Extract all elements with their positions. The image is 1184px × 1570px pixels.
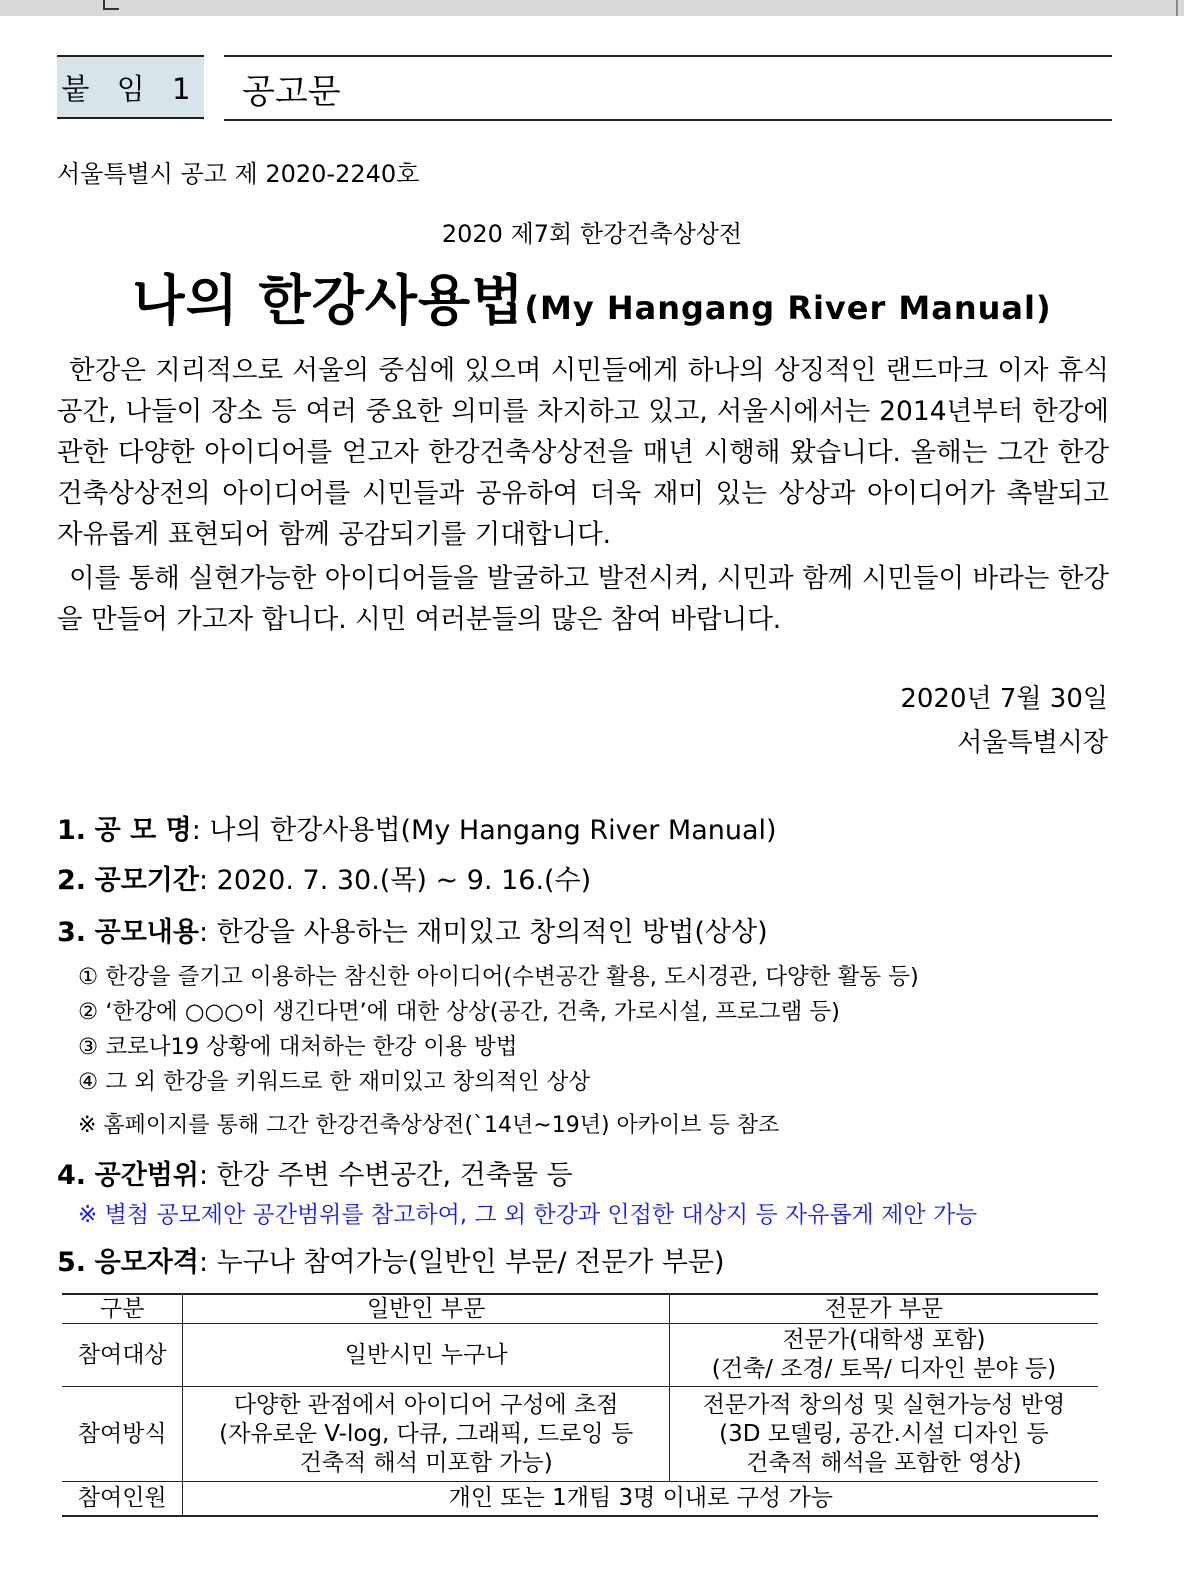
row-label-people: 참여인원: [62, 1482, 183, 1517]
content-subitem: ① 한강을 즐기고 이용하는 참신한 아이디어(수변공간 활용, 도시경관, 다양한 활동 등): [78, 964, 919, 990]
target-general: 일반시민 누구나: [183, 1324, 669, 1387]
event-title-en: (My Hangang River Manual): [524, 289, 1052, 327]
method-expert-line: 전문가적 창의성 및 실현가능성 반영: [702, 1391, 1066, 1418]
intro-paragraph-2: 이를 통해 실현가능한 아이디어들을 발굴하고 발전시켜, 시민과 함께 시민들이 바라는 한강을 만들어 가고자 합니다. 시민 여러분들의 많은 참여 바랍니다.: [57, 563, 1109, 635]
doc-title: 공고문: [224, 55, 1112, 121]
item-name: [57, 808, 777, 847]
method-expert-line: (3D 모델링, 공간.시설 디자인 등: [719, 1420, 1049, 1447]
target-expert-line: 전문가(대학생 포함): [782, 1327, 986, 1353]
table-row: [62, 1324, 1098, 1387]
item-scope: [57, 1153, 573, 1192]
row-label-target: 참여대상: [62, 1324, 183, 1387]
item-name-num: 1.: [57, 815, 87, 846]
table-header-row: [62, 1294, 1098, 1324]
top-bar: [0, 0, 1184, 16]
target-expert: [669, 1324, 1098, 1387]
header-general: 일반인 부문: [183, 1294, 669, 1324]
item-eligibility-label: 응모자격: [94, 1247, 199, 1278]
row-label-method: 참여방식: [62, 1387, 183, 1482]
archive-reference-note: ※ 홈페이지를 통해 그간 한강건축상상전(`14년~19년) 아카이브 등 참조: [78, 1113, 780, 1138]
item-eligibility-num: 5.: [57, 1247, 87, 1278]
method-general-line: 다양한 관점에서 아이디어 구성에 초점: [233, 1391, 619, 1418]
event-subtitle: [0, 214, 1184, 249]
notice-date: 2020년 7월 30일: [900, 684, 1108, 714]
item-eligibility: [57, 1240, 725, 1279]
header-category: 구분: [62, 1294, 183, 1324]
item-period: [57, 858, 591, 897]
item-scope-value: : 한강 주변 수변공간, 건축물 등: [198, 1160, 573, 1191]
content-subitem: ② ‘한강에 ○○○이 생긴다면’에 대한 상상(공간, 건축, 가로시설, 프로그램 등): [78, 999, 840, 1025]
item-period-num: 2.: [57, 865, 87, 896]
event-title-ko: 나의 한강사용법: [132, 269, 525, 332]
content-subitem: ③ 코로나19 상황에 대처하는 한강 이용 방법: [78, 1034, 518, 1060]
method-general-line: (자유로운 V-log, 다큐, 그래픽, 드로잉 등: [219, 1420, 634, 1447]
item-name-label: 공 모 명: [94, 815, 192, 846]
table-row: [62, 1482, 1098, 1517]
notice-number: 서울특별시 공고 제 2020-2240호: [57, 160, 420, 188]
item-content: [57, 910, 768, 949]
method-expert-line: 건축적 해석을 포함한 영상): [746, 1449, 1022, 1476]
content-subitem: ④ 그 외 한강을 키워드로 한 재미있고 창의적인 상상: [78, 1069, 591, 1095]
method-general-line: 건축적 해석 미포함 가능): [299, 1449, 553, 1476]
event-subtitle-text: 2020 제7회 한강건축상상전: [441, 220, 743, 248]
attachment-label: 붙 임 1: [57, 55, 204, 119]
item-period-label: 공모기간: [94, 865, 199, 896]
item-scope-num: 4.: [57, 1160, 87, 1191]
scope-note: ※ 별첨 공모제안 공간범위를 참고하여, 그 외 한강과 인접한 대상지 등 자유롭게 제안 가능: [78, 1202, 978, 1228]
intro-paragraph-1: 한강은 지리적으로 서울의 중심에 있으며 시민들에게 하나의 상징적인 랜드마크 이자 휴식공간, 나들이 장소 등 여러 중요한 의미를 차지하고 있고, 서울시에서는 2014년부터 한강에 관한 다양한 아이디어를 얻고자 한강건축상상전을 매년 시행해 왔습니다. 올해는 그간 한강건축상상전의 아이디어를 시민들과 공유하여 더욱 재미 있는 상상과 아이디어가 촉발되고 자유롭게 표현되어 함께 공감되기를 기대합니다.: [57, 355, 1109, 550]
item-name-value: : 나의 한강사용법(My Hangang River Manual): [191, 815, 777, 846]
item-content-value: : 한강을 사용하는 재미있고 창의적인 방법(상상): [198, 917, 768, 948]
target-expert-line: (건축/ 조경/ 토목/ 디자인 분야 등): [711, 1356, 1057, 1382]
item-scope-label: 공간범위: [94, 1160, 199, 1191]
method-general: [183, 1387, 669, 1482]
header-expert: 전문가 부문: [669, 1294, 1098, 1324]
issuer: 서울특별시장: [957, 728, 1108, 758]
eligibility-table: [62, 1293, 1098, 1517]
table-row: [62, 1387, 1098, 1482]
method-expert: [669, 1387, 1098, 1482]
item-period-value: : 2020. 7. 30.(목) ~ 9. 16.(수): [198, 865, 592, 896]
item-eligibility-value: : 누구나 참여가능(일반인 부문/ 전문가 부문): [198, 1247, 725, 1278]
people-value: 개인 또는 1개팀 3명 이내로 구성 가능: [183, 1482, 1098, 1517]
top-bar-edge: [1176, 0, 1178, 16]
item-content-num: 3.: [57, 917, 87, 948]
event-title: [0, 258, 1184, 335]
item-content-label: 공모내용: [94, 917, 199, 948]
content-subitems: [78, 960, 919, 1100]
top-bar-glyph: [103, 0, 119, 10]
